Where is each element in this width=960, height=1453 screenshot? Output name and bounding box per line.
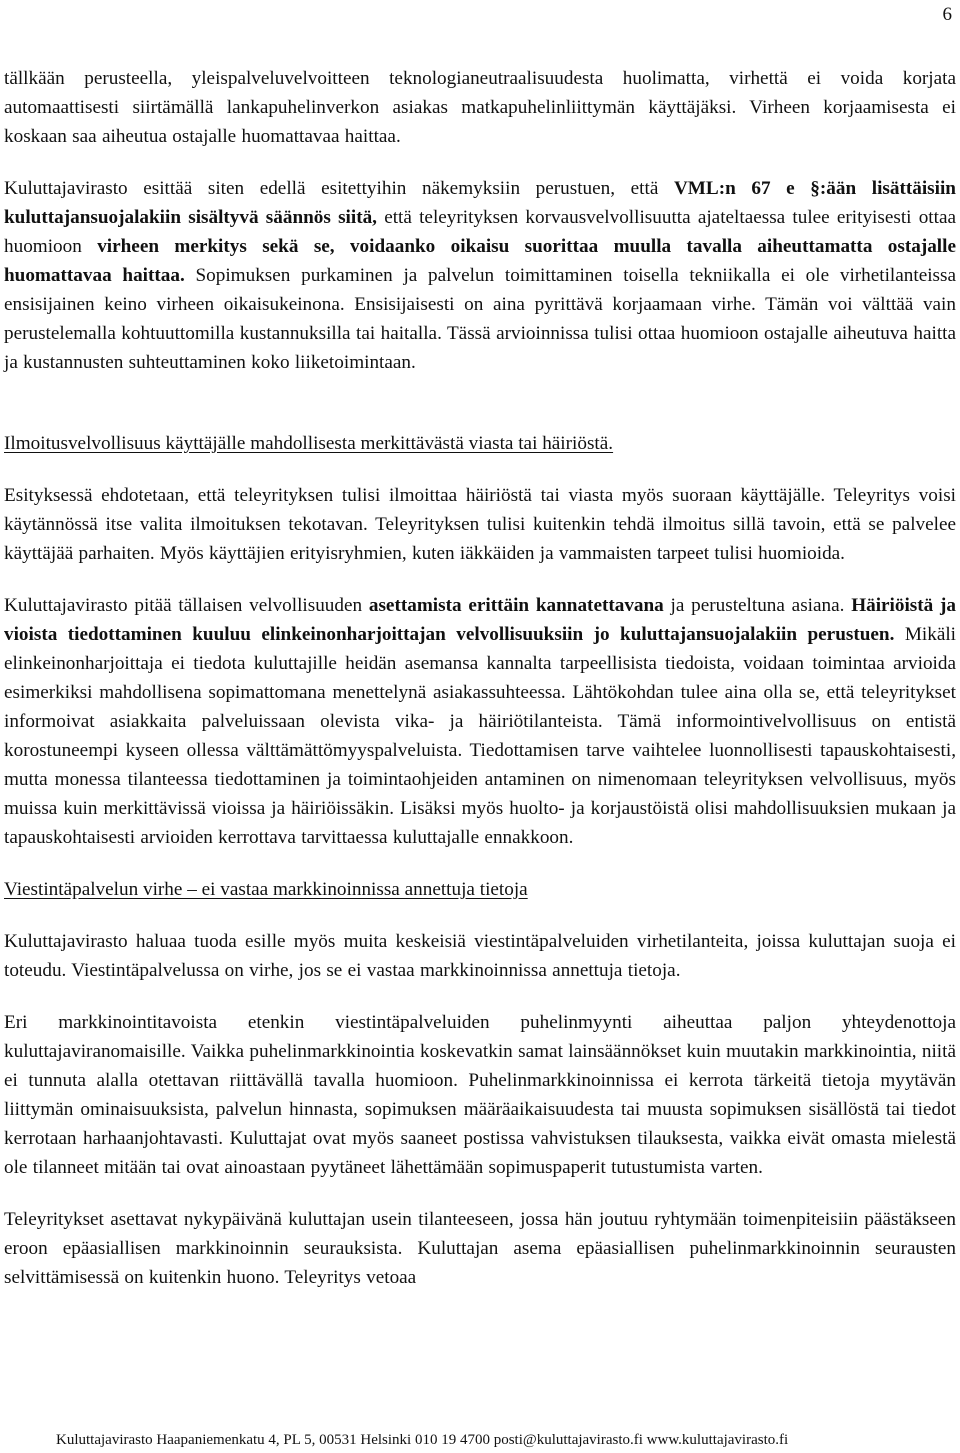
paragraph-bold-text: asettamista erittäin kannatettavana [368,595,664,616]
paragraph-text: että teleyrityksen korvausvelvollisuutta ajateltaessa tulee erityisesti ottaa huomioon [4,207,956,257]
paragraph-text: Kuluttajavirasto esittää siten edellä esitettyihin näkemyksiin perustuen, että [4,178,674,199]
page-footer: Kuluttajavirasto Haapaniemenkatu 4, PL 5, 00531 Helsinki 010 19 4700 posti@kuluttajavirasto.fi www.kuluttajavirasto.fi [56,1432,789,1448]
section-heading-notification: Ilmoitusvelvollisuus käyttäjälle mahdollisesta merkittävästä viasta tai häiriöstä. [4,433,614,454]
paragraph-text: Kuluttajavirasto pitää tällaisen velvollisuuden [4,595,369,616]
paragraph-text: Mikäli elinkeinonharjoittaja ei tiedota kuluttajille heidän asemansa kannalta tarpeellisista tiedoista, voidaan toimintaa arvioida esimerkiksi mahdollisena sopimattomana menettelynä asiakassuhteessa. Lähtökohdan tulee aina olla se, että teleyritykset informoivat asiakkaita palveluissaan olevista vika- ja häiriötilanteista. Tämä informointivelvollisuus on entistä korostuneempi kyseen ollessa välttämättömyyspalveluista. Tiedottamisen tarve vaihtelee luonnollisesti tapauskohtaisesti, mutta monessa tilanteessa tiedottaminen ja toimintaohjeiden antaminen on nimenomaan teleyrityksen velvollisuus, myös muissa kuin merkittävissä vioissa ja häiriöissäkin. Lisäksi myös huolto- ja korjaustöistä olisi mahdollisuuksien mukaan ja tapauskohtaisesti arvioiden kerrottava tarvittaessa kuluttajalle ennakkoon. [4,624,957,848]
section-heading-marketing: Viestintäpalvelun virhe – ei vastaa markkinoinnissa annettuja tietoja [4,879,528,900]
page-number: 6 [942,4,952,25]
paragraph-marketing-intro: Kuluttajavirasto haluaa tuoda esille myös muita keskeisiä viestintäpalveluiden virhetilanteita, joissa kuluttajan suoja ei toteudu. Viestintäpalvelussa on virhe, jos se ei vastaa markkinoinnissa annettuja tietoja. [4,931,956,981]
paragraph-continuation: tällkään perusteella, yleispalveluvelvoitteen teknologianeutraalisuudesta huolimatta, virhettä ei voida korjata automaattisesti siirtämällä lankapuhelinverkon asiakas matkapuhelinliittymän käyttäjäksi. Virheen korjaamisesta ei koskaan saa aiheutua ostajalle huomattavaa haittaa. [4,68,956,147]
paragraph-text: Sopimuksen purkaminen ja palvelun toimittaminen toisella tekniikalla ei ole virhetilanteissa ensisijainen keino virheen oikaisukeinona. Ensisijaisesti on aina pyrittävä korjaamaan virhe. Tämän voi välttää vain perustelemalla kohtuuttomilla kustannuksilla tai haitalla. Tässä arvioinnissa tulisi ottaa huomioon ostajalle aiheutuva haitta ja kustannusten suhteuttaminen koko liiketoimintaan. [4,265,957,373]
paragraph-bold-text: VML:n 67 e §:ään lisättäisiin kuluttajansuojalakiin sisältyvä säännös siitä, [4,178,956,228]
paragraph-telemarketing: Eri markkinointitavoista etenkin viestintäpalveluiden puhelinmyynti aiheuttaa paljon yhteydenottoja kuluttajaviranomaisille. Vaikka puhelinmarkkinointia koskevatkin samat lainsäännökset kuin muutakin markkinointia, niitä ei tunnuta alalla otettavan riittävällä tavalla huomioon. Puhelinmarkkinoinnissa ei kerrota tärkeitä tietoja myytävän liittymän ominaisuuksista, palvelun hinnasta, sopimuksen määräaikaisuudesta tai muusta sopimuksen sisällöstä tai tiedot kerrotaan harhaanjohtavasti. Kuluttajat ovat myös saaneet postissa vahvistuksen tilauksesta, vaikka eivät omasta mielestä ole tilanneet mitään tai ovat ainoastaan pyytäneet lähettämään sopimuspaperit tutustumista varten. [4,1012,956,1178]
paragraph-text: ja perusteltuna asiana. [663,595,852,616]
paragraph-consumer-position: Teleyritykset asettavat nykypäivänä kuluttajan usein tilanteeseen, jossa hän joutuu ryhtymään toimenpiteisiin päästäkseen eroon epäasiallisen markkinoinnin seurauksista. Kuluttajan asema epäasiallisen puhelinmarkkinoinnin seurausten selvittämisessä on kuitenkin huono. Teleyritys vetoaa [4,1209,956,1288]
document-body [4,64,956,1315]
paragraph-bold-text: Häiriöistä ja vioista tiedottaminen kuuluu elinkeinonharjoittajan velvollisuuksiin jo kuluttajansuojalakiin perustuen. [4,595,957,645]
paragraph-proposal [4,174,956,377]
paragraph-notification-proposal: Esityksessä ehdotetaan, että teleyrityksen tulisi ilmoittaa häiriöstä tai viasta myös suoraan käyttäjälle. Teleyritys voisi käytännössä itse valita ilmoituksen tekotavan. Teleyrityksen tulisi kuitenkin tehdä ilmoitus sillä tavoin, että se palvelee käyttäjää parhaiten. Myös käyttäjien erityisryhmien, kuten iäkkäiden ja vammaisten tarpeet tulisi huomioida. [4,485,956,564]
paragraph-bold-text: virheen merkitys sekä se, voidaanko oikaisu suorittaa muulla tavalla aiheuttamatta ostajalle huomattavaa haittaa. [4,236,956,286]
paragraph-notification-opinion [4,591,956,852]
